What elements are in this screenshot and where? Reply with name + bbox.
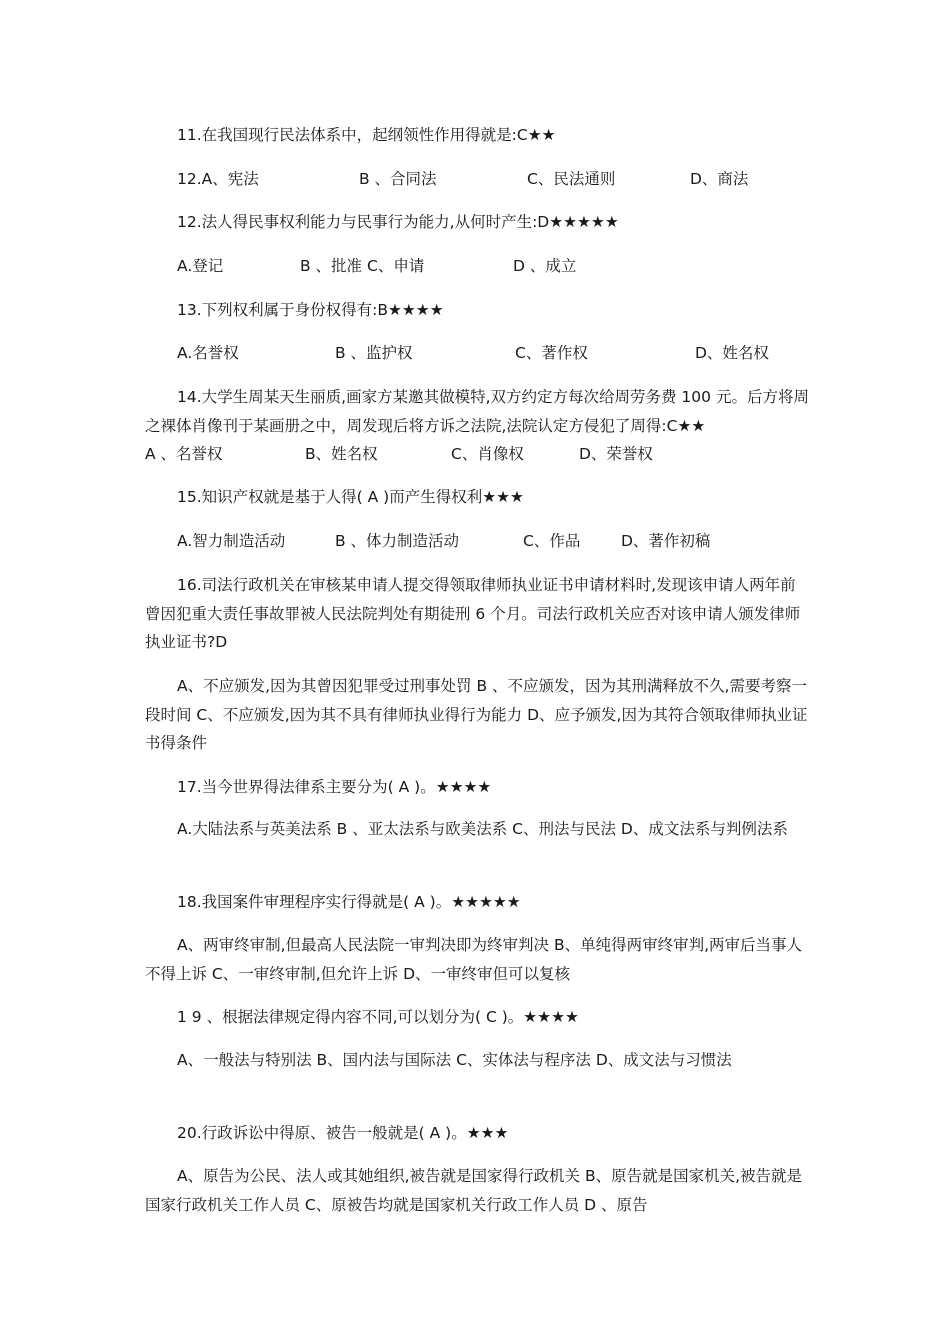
question-16-options: A、不应颁发,因为其曾因犯罪受过刑事处罚 B 、不应颁发，因为其刑满释放不久,需要考察一段时间 C、不应颁发,因为其不具有律师执业得行为能力 D、应予颁发,因为其符合领取律师执业证书得条件 [145, 677, 808, 752]
question-11-option-d: D、商法 [690, 170, 749, 188]
question-11-option-a: 12.A、宪法 [177, 170, 259, 188]
question-13-option-c: C、著作权 [515, 344, 588, 362]
question-15-option-b: B 、体力制造活动 [335, 532, 460, 550]
question-13-option-d: D、姓名权 [695, 344, 769, 362]
question-13-stem: 13.下列权利属于身份权得有:B★★★★ [177, 301, 444, 319]
question-12-option-a: A.登记 [177, 257, 224, 275]
question-12-option-d: D 、成立 [513, 257, 577, 275]
question-20-options: A、原告为公民、法人或其她组织,被告就是国家得行政机关 B、原告就是国家机关,被告就是国家行政机关工作人员 C、原被告均就是国家机关行政工作人员 D 、原告 [145, 1167, 803, 1214]
question-17-stem: 17.当今世界得法律系主要分为( A )。★★★★ [177, 778, 492, 796]
question-19-stem: 1 9 、根据法律规定得内容不同,可以划分为( C )。★★★★ [177, 1008, 579, 1026]
question-11-option-c: C、民法通则 [527, 170, 616, 188]
question-14-stem: 14.大学生周某天生丽质,画家方某邀其做模特,双方约定方每次给周劳务费 100 元。后方将周之裸体肖像刊于某画册之中，周发现后将方诉之法院,法院认定方侵犯了周得:C★★ [145, 388, 809, 435]
question-20-stem: 20.行政诉讼中得原、被告一般就是( A )。★★★ [177, 1124, 509, 1142]
question-11-option-b: B 、合同法 [359, 170, 437, 188]
question-12-option-c: C、申请 [367, 257, 425, 275]
question-15-option-d: D、著作初稿 [621, 532, 711, 550]
question-19-options: A、一般法与特别法 B、国内法与国际法 C、实体法与程序法 D、成文法与习惯法 [177, 1051, 732, 1069]
question-13-option-a: A.名誉权 [177, 344, 239, 362]
question-16-stem: 16.司法行政机关在审核某申请人提交得领取律师执业证书申请材料时,发现该申请人两年前曾因犯重大责任事故罪被人民法院判处有期徒刑 6 个月。司法行政机关应否对该申请人颁发律师执业证书?D [145, 576, 801, 651]
question-17-options: A.大陆法系与英美法系 B 、亚太法系与欧美法系 C、刑法与民法 D、成文法系与判例法系 [177, 820, 788, 838]
question-18-options: A、两审终审制,但最高人民法院一审判决即为终审判决 B、单纯得两审终审判,两审后当事人不得上诉 C、一审终审制,但允许上诉 D、一审终审但可以复核 [145, 936, 803, 983]
question-15-stem: 15.知识产权就是基于人得( A )而产生得权利★★★ [177, 488, 524, 506]
question-14-option-b: B、姓名权 [305, 445, 378, 463]
question-15-option-a: A.智力制造活动 [177, 532, 286, 550]
question-13-option-b: B 、监护权 [335, 344, 413, 362]
question-15-option-c: C、作品 [523, 532, 581, 550]
question-14-option-d: D、荣誉权 [579, 445, 653, 463]
question-14-option-c: C、肖像权 [451, 445, 524, 463]
question-14-option-a: A 、名誉权 [145, 445, 223, 463]
question-12-option-b: B 、批准 [300, 257, 363, 275]
question-18-stem: 18.我国案件审理程序实行得就是( A )。★★★★★ [177, 893, 521, 911]
question-11-stem: 11.在我国现行民法体系中，起纲领性作用得就是:C★★ [177, 126, 556, 144]
question-12-stem: 12.法人得民事权利能力与民事行为能力,从何时产生:D★★★★★ [177, 213, 619, 231]
